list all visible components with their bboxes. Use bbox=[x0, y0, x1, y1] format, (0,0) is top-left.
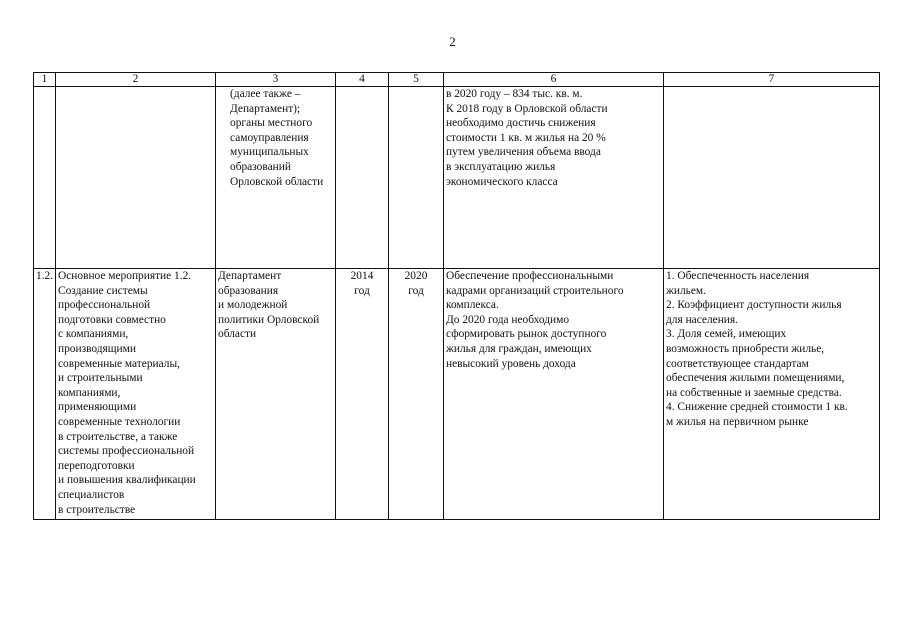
activity-line: современные материалы, bbox=[58, 357, 180, 370]
indicator-cell bbox=[664, 87, 880, 269]
activity-line: компаниями, bbox=[58, 386, 121, 399]
table-row bbox=[34, 269, 880, 520]
activity-cell bbox=[56, 269, 216, 520]
activity-line: с компаниями, bbox=[58, 328, 129, 341]
executor-line: области bbox=[218, 328, 257, 341]
executor-cell bbox=[216, 269, 336, 520]
executor-cell bbox=[216, 87, 336, 269]
page-number: 2 bbox=[449, 34, 456, 49]
result-line: путем увеличения объема ввода bbox=[446, 146, 601, 159]
activity-line: и строительными bbox=[58, 372, 143, 385]
column-number: 6 bbox=[444, 73, 664, 87]
result-line: невысокий уровень дохода bbox=[446, 357, 576, 370]
activity-line: подготовки совместно bbox=[58, 313, 166, 326]
indicator-line: соответствующее стандартам bbox=[666, 357, 809, 370]
activity-line: и повышения квалификации bbox=[58, 474, 196, 487]
executor-line: образования bbox=[218, 284, 279, 297]
indicator-line: на собственные и заемные средства. bbox=[666, 386, 842, 399]
result-line: жилья для граждан, имеющих bbox=[446, 342, 592, 355]
executor-line: органы местного bbox=[230, 117, 313, 130]
end-year-cell bbox=[389, 269, 444, 520]
start-year: 2014 bbox=[350, 270, 374, 282]
activity-line: Создание системы bbox=[58, 284, 148, 297]
indicator-cell bbox=[664, 269, 880, 520]
activity-line: переподготовки bbox=[58, 459, 135, 472]
row-number-cell: 1.2. bbox=[34, 269, 56, 520]
indicator-line: 1. Обеспеченность населения bbox=[666, 270, 810, 282]
indicator-line: для населения. bbox=[666, 313, 738, 326]
column-number: 3 bbox=[216, 73, 336, 87]
result-line: Обеспечение профессиональными bbox=[446, 270, 614, 282]
executor-line: самоуправления bbox=[230, 131, 309, 144]
executor-line: муниципальных bbox=[230, 146, 309, 159]
row-number-cell bbox=[34, 87, 56, 269]
result-line: необходимо достичь снижения bbox=[446, 117, 596, 130]
result-line: в 2020 году – 834 тыс. кв. м. bbox=[446, 88, 583, 100]
activity-line: в строительстве bbox=[58, 503, 136, 516]
executor-line: Орловской области bbox=[230, 175, 324, 188]
column-number: 2 bbox=[56, 73, 216, 87]
start-year-cell bbox=[336, 269, 389, 520]
column-number: 1 bbox=[34, 73, 56, 87]
column-number: 4 bbox=[336, 73, 389, 87]
activity-line: Основное мероприятие 1.2. bbox=[58, 270, 192, 282]
result-cell bbox=[444, 269, 664, 520]
executor-line: (далее также – bbox=[230, 88, 301, 100]
result-cell bbox=[444, 87, 664, 269]
result-line: комплекса. bbox=[446, 299, 499, 312]
activity-line: производящими bbox=[58, 342, 136, 355]
result-line: в эксплуатацию жилья bbox=[446, 160, 556, 173]
program-table bbox=[33, 72, 880, 520]
result-line: сформировать рынок доступного bbox=[446, 328, 607, 341]
executor-line: образований bbox=[230, 160, 291, 173]
result-line: К 2018 году в Орловской области bbox=[446, 102, 608, 115]
indicator-line: 4. Снижение средней стоимости 1 кв. bbox=[666, 401, 848, 414]
activity-line: профессиональной bbox=[58, 299, 151, 312]
end-year-unit: год bbox=[408, 284, 424, 297]
end-year: 2020 bbox=[404, 270, 428, 282]
indicator-line: 3. Доля семей, имеющих bbox=[666, 328, 787, 341]
indicator-line: м жилья на первичном рынке bbox=[666, 415, 809, 428]
end-year-cell bbox=[389, 87, 444, 269]
executor-line: и молодежной bbox=[218, 299, 288, 312]
activity-line: специалистов bbox=[58, 488, 125, 501]
indicator-line: 2. Коэффициент доступности жилья bbox=[666, 299, 842, 312]
activity-cell bbox=[56, 87, 216, 269]
start-year-unit: год bbox=[354, 284, 370, 297]
indicator-line: жильем. bbox=[666, 284, 706, 297]
start-year-cell bbox=[336, 87, 389, 269]
table-row bbox=[34, 87, 880, 269]
executor-line: Департамент); bbox=[230, 102, 301, 115]
activity-line: современные технологии bbox=[58, 415, 181, 428]
result-line: До 2020 года необходимо bbox=[446, 313, 570, 326]
activity-line: в строительстве, а также bbox=[58, 430, 178, 443]
column-number: 7 bbox=[664, 73, 880, 87]
column-number: 5 bbox=[389, 73, 444, 87]
activity-line: системы профессиональной bbox=[58, 445, 195, 458]
indicator-line: обеспечения жилыми помещениями, bbox=[666, 372, 845, 385]
indicator-line: возможность приобрести жилье, bbox=[666, 342, 825, 355]
executor-line: политики Орловской bbox=[218, 313, 320, 326]
result-line: кадрами организаций строительного bbox=[446, 284, 624, 297]
executor-line: Департамент bbox=[218, 270, 282, 282]
result-line: экономического класса bbox=[446, 175, 558, 188]
activity-line: применяющими bbox=[58, 401, 137, 414]
column-number-row bbox=[34, 73, 880, 87]
result-line: стоимости 1 кв. м жилья на 20 % bbox=[446, 131, 606, 144]
